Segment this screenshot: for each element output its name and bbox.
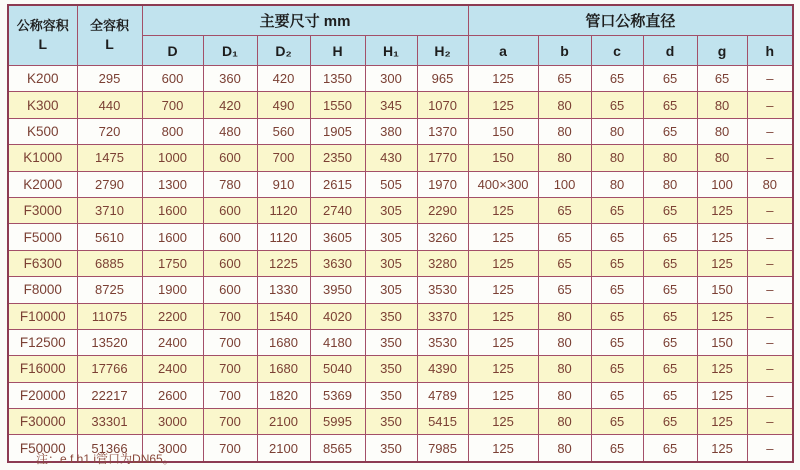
table-cell: 125 — [468, 356, 538, 382]
table-cell: 480 — [203, 118, 257, 144]
table-cell: 5995 — [310, 409, 365, 435]
table-cell: 2100 — [257, 409, 310, 435]
column-header-H1: H₁ — [365, 36, 417, 66]
table-cell: 80 — [538, 435, 591, 462]
row-label: F3000 — [8, 197, 77, 223]
row-label: K500 — [8, 118, 77, 144]
table-cell: 350 — [365, 356, 417, 382]
table-cell: 2740 — [310, 197, 365, 223]
table-cell: 125 — [468, 409, 538, 435]
table-cell: 2200 — [142, 303, 203, 329]
table-cell: 1970 — [417, 171, 468, 197]
table-cell: 80 — [697, 118, 747, 144]
table-cell: 1900 — [142, 277, 203, 303]
table-cell: 430 — [365, 145, 417, 171]
table-cell: 1680 — [257, 329, 310, 355]
row-label: K200 — [8, 66, 77, 92]
table-cell: – — [747, 224, 793, 250]
table-cell: 2290 — [417, 197, 468, 223]
table-cell: 80 — [538, 329, 591, 355]
table-cell: – — [747, 382, 793, 408]
table-cell: 65 — [697, 66, 747, 92]
table-cell: 125 — [697, 409, 747, 435]
table-cell: 22217 — [77, 382, 142, 408]
table-cell: 80 — [643, 145, 697, 171]
table-cell: 5610 — [77, 224, 142, 250]
table-row-K2000 — [8, 171, 793, 197]
table-cell: 1350 — [310, 66, 365, 92]
table-cell: 3630 — [310, 250, 365, 276]
table-cell: 305 — [365, 277, 417, 303]
table-cell: 125 — [697, 224, 747, 250]
table-cell: 350 — [365, 303, 417, 329]
table-cell: 125 — [697, 250, 747, 276]
header-total-volume-label: 全容积 — [89, 18, 129, 34]
row-label: F5000 — [8, 224, 77, 250]
table-cell: 150 — [468, 118, 538, 144]
table-cell: 65 — [591, 435, 643, 462]
table-cell: 6885 — [77, 250, 142, 276]
table-row-F5000 — [8, 224, 793, 250]
table-cell: 295 — [77, 66, 142, 92]
table-cell: 11075 — [77, 303, 142, 329]
header-nominal-volume-unit: L — [38, 35, 48, 52]
header-nominal-volume — [8, 5, 77, 66]
column-header-H2: H₂ — [417, 36, 468, 66]
table-cell: 80 — [538, 145, 591, 171]
table-cell: 700 — [257, 145, 310, 171]
table-cell: 150 — [468, 145, 538, 171]
table-cell: 490 — [257, 92, 310, 118]
table-cell: – — [747, 277, 793, 303]
table-cell: 300 — [365, 66, 417, 92]
table-cell: 80 — [643, 171, 697, 197]
table-cell: – — [747, 250, 793, 276]
table-cell: 5040 — [310, 356, 365, 382]
table-cell: 1120 — [257, 197, 310, 223]
table-row-K200 — [8, 66, 793, 92]
table-cell: 125 — [697, 197, 747, 223]
table-cell: 80 — [538, 409, 591, 435]
table-cell: 65 — [591, 197, 643, 223]
column-header-D2: D₂ — [257, 36, 310, 66]
table-cell: 65 — [591, 92, 643, 118]
table-cell: 7985 — [417, 435, 468, 462]
table-cell: 2400 — [142, 356, 203, 382]
table-row-F20000 — [8, 382, 793, 408]
footnote: 注：e f h1 i管口为DN65。 — [36, 452, 175, 466]
table-row-F16000 — [8, 356, 793, 382]
table-row-F3000 — [8, 197, 793, 223]
table-cell: 65 — [643, 409, 697, 435]
header-total-volume-unit: L — [105, 35, 114, 52]
table-cell: 440 — [77, 92, 142, 118]
table-cell: 80 — [538, 382, 591, 408]
table-row-K300 — [8, 92, 793, 118]
table-cell: 2350 — [310, 145, 365, 171]
table-cell: 1600 — [142, 224, 203, 250]
table-cell: 1225 — [257, 250, 310, 276]
table-cell: 3530 — [417, 329, 468, 355]
row-label: F10000 — [8, 303, 77, 329]
table-cell: 1120 — [257, 224, 310, 250]
table-cell: 420 — [203, 92, 257, 118]
table-cell: 350 — [365, 329, 417, 355]
table-cell: 100 — [538, 171, 591, 197]
table-cell: 4390 — [417, 356, 468, 382]
table-cell: 125 — [468, 329, 538, 355]
table-header — [8, 5, 793, 66]
table-cell: – — [747, 409, 793, 435]
table-cell: 600 — [203, 250, 257, 276]
table-cell: 125 — [697, 382, 747, 408]
table-cell: 13520 — [77, 329, 142, 355]
column-header-a: a — [468, 36, 538, 66]
table-cell: 1300 — [142, 171, 203, 197]
table-row-F12500 — [8, 329, 793, 355]
table-cell: 700 — [203, 382, 257, 408]
table-cell: 3710 — [77, 197, 142, 223]
table-cell: 1600 — [142, 197, 203, 223]
table-cell: 65 — [591, 250, 643, 276]
table-cell: 3605 — [310, 224, 365, 250]
spec-table — [7, 4, 794, 463]
table-cell: 17766 — [77, 356, 142, 382]
table-cell: 1475 — [77, 145, 142, 171]
table-cell: 600 — [142, 66, 203, 92]
table-cell: 65 — [643, 224, 697, 250]
row-label: F20000 — [8, 382, 77, 408]
table-cell: 65 — [643, 356, 697, 382]
table-cell: 65 — [643, 118, 697, 144]
table-cell: 65 — [538, 277, 591, 303]
table-cell: 700 — [142, 92, 203, 118]
table-cell: – — [747, 303, 793, 329]
table-cell: 100 — [697, 171, 747, 197]
table-cell: 1540 — [257, 303, 310, 329]
header-main-dimensions: 主要尺寸 mm — [142, 5, 468, 36]
table-cell: 80 — [591, 171, 643, 197]
table-cell: 700 — [203, 409, 257, 435]
table-cell: 1820 — [257, 382, 310, 408]
table-cell: 700 — [203, 329, 257, 355]
table-cell: 125 — [468, 197, 538, 223]
row-label: F6300 — [8, 250, 77, 276]
table-cell: 350 — [365, 435, 417, 462]
table-cell: 65 — [643, 92, 697, 118]
table-cell: 80 — [538, 118, 591, 144]
column-header-d: d — [643, 36, 697, 66]
table-cell: 1000 — [142, 145, 203, 171]
table-cell: 1070 — [417, 92, 468, 118]
table-cell: 65 — [643, 250, 697, 276]
table-cell: – — [747, 118, 793, 144]
table-cell: 80 — [697, 92, 747, 118]
table-cell: 80 — [538, 92, 591, 118]
row-label: F8000 — [8, 277, 77, 303]
table-cell: 420 — [257, 66, 310, 92]
table-cell: 125 — [468, 277, 538, 303]
header-nominal-volume-label: 公称容积 — [16, 18, 69, 34]
table-cell: 3000 — [142, 409, 203, 435]
table-cell: 125 — [468, 224, 538, 250]
table-cell: 65 — [538, 224, 591, 250]
table-cell: 2600 — [142, 382, 203, 408]
row-label: F16000 — [8, 356, 77, 382]
table-cell: – — [747, 435, 793, 462]
table-cell: 600 — [203, 277, 257, 303]
table-cell: 65 — [538, 66, 591, 92]
table-cell: 65 — [591, 409, 643, 435]
table-cell: 4020 — [310, 303, 365, 329]
table-cell: 3370 — [417, 303, 468, 329]
table-cell: 600 — [203, 224, 257, 250]
table-cell: – — [747, 145, 793, 171]
table-row-K1000 — [8, 145, 793, 171]
table-cell: 965 — [417, 66, 468, 92]
table-cell: 350 — [365, 382, 417, 408]
table-cell: 1750 — [142, 250, 203, 276]
table-cell: – — [747, 197, 793, 223]
table-cell: 5369 — [310, 382, 365, 408]
table-cell: 125 — [697, 356, 747, 382]
table-cell: 65 — [591, 329, 643, 355]
table-cell: 1770 — [417, 145, 468, 171]
table-cell: 65 — [591, 382, 643, 408]
row-label: F30000 — [8, 409, 77, 435]
header-nozzle-diameter: 管口公称直径 — [468, 5, 793, 36]
table-body — [8, 66, 793, 462]
table-cell: 700 — [203, 356, 257, 382]
table-cell: 65 — [643, 329, 697, 355]
table-cell: 780 — [203, 171, 257, 197]
table-cell: 125 — [697, 435, 747, 462]
table-cell: 65 — [643, 382, 697, 408]
table-cell: 700 — [203, 303, 257, 329]
table-row-F6300 — [8, 250, 793, 276]
table-cell: 910 — [257, 171, 310, 197]
table-cell: – — [747, 66, 793, 92]
table-cell: 560 — [257, 118, 310, 144]
row-label: F12500 — [8, 329, 77, 355]
table-cell: 3000 — [142, 435, 203, 462]
column-header-H: H — [310, 36, 365, 66]
column-header-b: b — [538, 36, 591, 66]
table-cell: 4789 — [417, 382, 468, 408]
table-cell: – — [747, 329, 793, 355]
table-cell: – — [747, 92, 793, 118]
table-cell: 125 — [468, 435, 538, 462]
table-cell: 305 — [365, 197, 417, 223]
table-cell: 125 — [468, 303, 538, 329]
table-cell: 505 — [365, 171, 417, 197]
table-cell: 8725 — [77, 277, 142, 303]
table-cell: 65 — [591, 66, 643, 92]
row-label: F50000 — [8, 435, 77, 462]
table-cell: 350 — [365, 409, 417, 435]
table-cell: 380 — [365, 118, 417, 144]
table-cell: 125 — [468, 66, 538, 92]
column-header-D: D — [142, 36, 203, 66]
table-cell: 8565 — [310, 435, 365, 462]
table-cell: 5415 — [417, 409, 468, 435]
table-cell: 2100 — [257, 435, 310, 462]
column-header-g: g — [697, 36, 747, 66]
table-cell: 700 — [203, 435, 257, 462]
table-cell: 1550 — [310, 92, 365, 118]
table-cell: 305 — [365, 250, 417, 276]
table-cell: 800 — [142, 118, 203, 144]
table-cell: 65 — [643, 197, 697, 223]
table-cell: 51366 — [77, 435, 142, 462]
table-cell: 65 — [591, 356, 643, 382]
row-label: K300 — [8, 92, 77, 118]
table-cell: 150 — [697, 329, 747, 355]
table-cell: 65 — [643, 303, 697, 329]
table-cell: 65 — [591, 303, 643, 329]
table-cell: 1680 — [257, 356, 310, 382]
table-cell: 65 — [643, 277, 697, 303]
table-cell: 305 — [365, 224, 417, 250]
header-row-groups — [8, 5, 793, 36]
table-cell: 80 — [538, 303, 591, 329]
table-cell: 3260 — [417, 224, 468, 250]
table-row-K500 — [8, 118, 793, 144]
table-cell: 3280 — [417, 250, 468, 276]
table-cell: 4180 — [310, 329, 365, 355]
table-cell: 65 — [538, 197, 591, 223]
table-cell: 80 — [538, 356, 591, 382]
table-cell: 125 — [468, 250, 538, 276]
table-cell: 33301 — [77, 409, 142, 435]
column-header-c: c — [591, 36, 643, 66]
table-cell: 65 — [538, 250, 591, 276]
table-cell: 80 — [591, 145, 643, 171]
header-total-volume — [77, 5, 142, 66]
table-cell: 600 — [203, 145, 257, 171]
table-cell: 80 — [747, 171, 793, 197]
table-cell: 3530 — [417, 277, 468, 303]
table-cell: 720 — [77, 118, 142, 144]
table-row-F30000 — [8, 409, 793, 435]
table-cell: 600 — [203, 197, 257, 223]
table-cell: 80 — [591, 118, 643, 144]
column-header-D1: D₁ — [203, 36, 257, 66]
table-cell: 1330 — [257, 277, 310, 303]
table-cell: 65 — [643, 66, 697, 92]
table-cell: 400×300 — [468, 171, 538, 197]
row-label: K2000 — [8, 171, 77, 197]
table-cell: 65 — [591, 277, 643, 303]
table-cell: 80 — [697, 145, 747, 171]
row-label: K1000 — [8, 145, 77, 171]
table-cell: 1370 — [417, 118, 468, 144]
table-cell: 2400 — [142, 329, 203, 355]
table-cell: 1905 — [310, 118, 365, 144]
table-cell: 2790 — [77, 171, 142, 197]
table-cell: 360 — [203, 66, 257, 92]
table-cell: 125 — [468, 92, 538, 118]
table-cell: 150 — [697, 277, 747, 303]
table-cell: 345 — [365, 92, 417, 118]
table-cell: 2615 — [310, 171, 365, 197]
table-row-F8000 — [8, 277, 793, 303]
table-cell: 65 — [643, 435, 697, 462]
column-header-h: h — [747, 36, 793, 66]
table-cell: 125 — [468, 382, 538, 408]
table-cell: 3950 — [310, 277, 365, 303]
table-row-F10000 — [8, 303, 793, 329]
table-cell: 125 — [697, 303, 747, 329]
table-cell: – — [747, 356, 793, 382]
table-cell: 65 — [591, 224, 643, 250]
